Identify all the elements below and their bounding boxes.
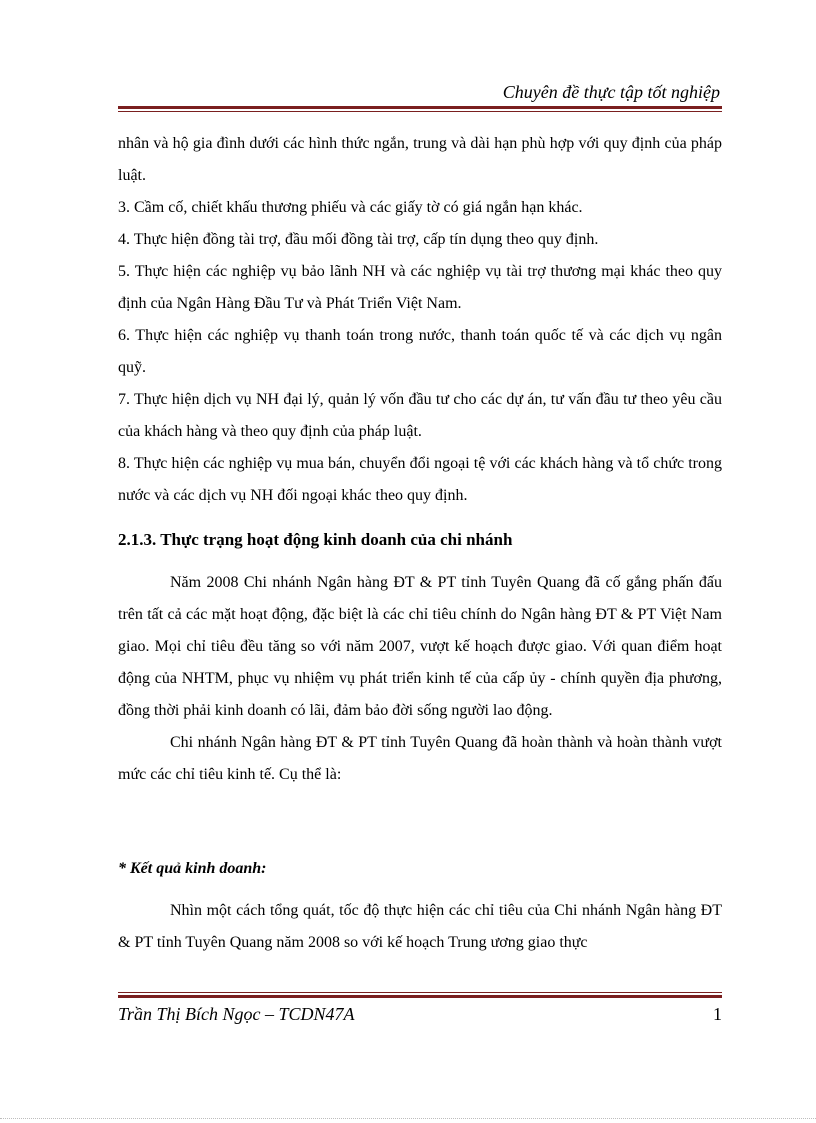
list-item: 7. Thực hiện dịch vụ NH đại lý, quản lý vốn đầu tư cho các dự án, tư vấn đầu tư theo yêu cầu của khách hàng và theo quy định của pháp luật. <box>118 391 722 440</box>
paragraph: Nhìn một cách tổng quát, tốc độ thực hiện các chỉ tiêu của Chi nhánh Ngân hàng ĐT & PT tỉnh Tuyên Quang năm 2008 so với kế hoạch Trung ương giao thực <box>118 902 722 951</box>
header-rule-thin <box>118 111 722 112</box>
list-item: 4. Thực hiện đồng tài trợ, đầu mối đồng tài trợ, cấp tín dụng theo quy định. <box>118 231 599 248</box>
page-number: 1 <box>713 1004 722 1024</box>
section-body <box>118 567 722 791</box>
body-text <box>118 128 722 512</box>
footer-rule-thin <box>118 992 722 993</box>
page-break-line <box>0 1118 816 1119</box>
list-item: 8. Thực hiện các nghiệp vụ mua bán, chuyển đổi ngoại tệ với các khách hàng và tổ chức trong nước và các dịch vụ NH đối ngoại khác theo quy định. <box>118 455 722 504</box>
subsection-body <box>118 895 722 959</box>
paragraph: Năm 2008 Chi nhánh Ngân hàng ĐT & PT tỉnh Tuyên Quang đã cố gắng phấn đấu trên tất cả các mặt hoạt động, đặc biệt là các chỉ tiêu chính do Ngân hàng ĐT & PT Việt Nam giao. Mọi chỉ tiêu đều tăng so với năm 2007, vượt kế hoạch được giao. Với quan điểm hoạt động của NHTM, phục vụ nhiệm vụ phát triển kinh tế của cấp ủy - chính quyền địa phương, đồng thời phải kinh doanh có lãi, đảm bảo đời sống người lao động. <box>118 574 722 719</box>
list-item: 6. Thực hiện các nghiệp vụ thanh toán trong nước, thanh toán quốc tế và các dịch vụ ngân quỹ. <box>118 327 722 376</box>
footer-author: Trần Thị Bích Ngọc – TCDN47A <box>118 1004 355 1024</box>
paragraph: Chi nhánh Ngân hàng ĐT & PT tỉnh Tuyên Quang đã hoàn thành và hoàn thành vượt mức các chỉ tiêu kinh tế. Cụ thể là: <box>118 734 722 783</box>
list-item: 5. Thực hiện các nghiệp vụ bảo lãnh NH và các nghiệp vụ tài trợ thương mại khác theo quy định của Ngân Hàng Đầu Tư và Phát Triển Việt Nam. <box>118 263 722 312</box>
section-heading: 2.1.3. Thực trạng hoạt động kinh doanh của chi nhánh <box>118 530 513 549</box>
list-item: 3. Cầm cố, chiết khấu thương phiếu và các giấy tờ có giá ngắn hạn khác. <box>118 199 583 216</box>
subsection-heading: * Kết quả kinh doanh: <box>118 860 267 877</box>
footer-rule-thick <box>118 995 722 998</box>
header-rule-thick <box>118 106 722 109</box>
page-header-title: Chuyên đề thực tập tốt nghiệp <box>502 82 720 102</box>
paragraph: nhân và hộ gia đình dưới các hình thức ngắn, trung và dài hạn phù hợp với quy định của pháp luật. <box>118 135 722 184</box>
